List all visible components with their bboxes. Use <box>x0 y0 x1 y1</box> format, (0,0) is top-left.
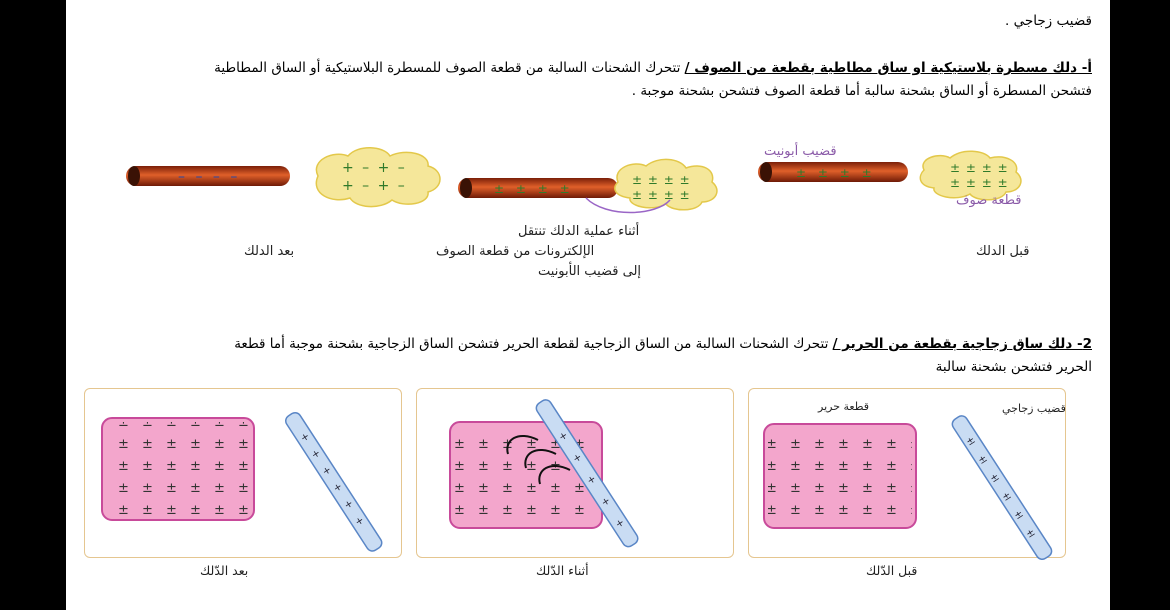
svg-text:+: + <box>298 430 312 445</box>
before-rod <box>758 162 908 182</box>
svg-text:+ – + –: + – + – <box>342 160 407 176</box>
before-silk <box>764 424 916 528</box>
section-2-text-1: تتحرك الشحنات السالبة من الساق الزجاجية لقطعة الحرير فتشحن الساق الزجاجية بشحنة موجبة أما قطعة <box>234 336 829 352</box>
svg-text:– – – –: – – – – <box>178 169 241 185</box>
label-glass-rod: قضيب زجاجي <box>1002 402 1066 415</box>
section-a-text-1: تتحرك الشحنات السالبة من قطعة الصوف للمسطرة البلاستيكية أو الساق المطاطية <box>214 60 681 76</box>
before-glass-rod <box>950 414 1054 560</box>
svg-text:+: + <box>320 464 334 479</box>
label-wool-piece: قطعة صوف <box>956 193 1022 208</box>
svg-text:±: ± <box>964 434 978 449</box>
caption-after-rubbing: بعد الدّلك <box>200 563 249 578</box>
svg-text:± ± ± ±: ± ± ± ± <box>950 161 1009 175</box>
section-2-line-1 <box>234 333 1092 355</box>
after-silk <box>102 418 254 520</box>
label-ebonite-rod: قضيب أبونيت <box>764 144 837 159</box>
section-a-line-2: فتشحن المسطرة أو الساق بشحنة سالبة أما قطعة الصوف فتشحن بشحنة موجبة . <box>631 83 1092 99</box>
svg-text:+: + <box>599 495 613 510</box>
figure-rubbing-ebonite <box>66 140 1110 220</box>
caption-during-3: إلى قضيب الأبونيت <box>538 264 642 279</box>
svg-text:+: + <box>613 517 627 531</box>
svg-text:± ± ± ±: ± ± ± ± <box>950 176 1009 190</box>
section-a-line-1 <box>214 57 1092 79</box>
svg-text:± ± ± ±: ± ± ± ± <box>494 182 574 196</box>
svg-text:+: + <box>353 514 367 529</box>
svg-text:±: ± <box>976 453 990 467</box>
svg-text:± ± ± ±: ± ± ± ± <box>632 188 691 202</box>
svg-text:± ± ± ±: ± ± ± ± <box>632 173 691 187</box>
label-silk-piece: قطعة حرير <box>818 400 869 413</box>
after-wool <box>316 148 440 207</box>
caption-before: قبل الدلك <box>976 244 1030 259</box>
section-a-heading: أ- دلك مسطرة بلاستيكية او ساق مطاطية بقطعة من الصوف / <box>684 60 1092 76</box>
document-page <box>66 0 1110 610</box>
after-glass-rod <box>283 410 384 553</box>
caption-during-2: الإلكترونات من قطعة الصوف <box>436 244 595 259</box>
svg-text:+: + <box>571 451 585 466</box>
section-2-heading: 2- دلك ساق زجاجية بقطعة من الحرير / <box>832 336 1092 352</box>
figure-rubbing-glass <box>66 388 1110 560</box>
after-rod <box>126 166 290 186</box>
svg-text:+: + <box>342 497 356 512</box>
svg-text:± ± ± ±: ± ± ± ± <box>796 166 876 180</box>
caption-before-rubbing: قبل الدّلك <box>866 563 918 578</box>
svg-text:+: + <box>557 429 571 444</box>
caption-during-rubbing: أثناء الدّلك <box>536 563 589 578</box>
caption-during-1: أثناء عملية الدلك تنتقل <box>518 224 640 239</box>
svg-text:+: + <box>331 481 345 495</box>
svg-text:+: + <box>309 447 323 462</box>
during-rod <box>458 178 618 198</box>
svg-text:±: ± <box>1012 508 1026 523</box>
caption-after: بعد الدلك <box>244 244 295 259</box>
svg-text:±: ± <box>1000 489 1014 504</box>
svg-text:±: ± <box>1024 526 1038 541</box>
svg-text:+ – + –: + – + – <box>342 178 407 194</box>
svg-text:+: + <box>585 473 599 488</box>
section-2-line-2: الحرير فتشحن بشحنة سالبة <box>935 359 1092 375</box>
svg-text:±: ± <box>988 471 1002 486</box>
top-line: قضيب زجاجي . <box>1005 13 1092 29</box>
